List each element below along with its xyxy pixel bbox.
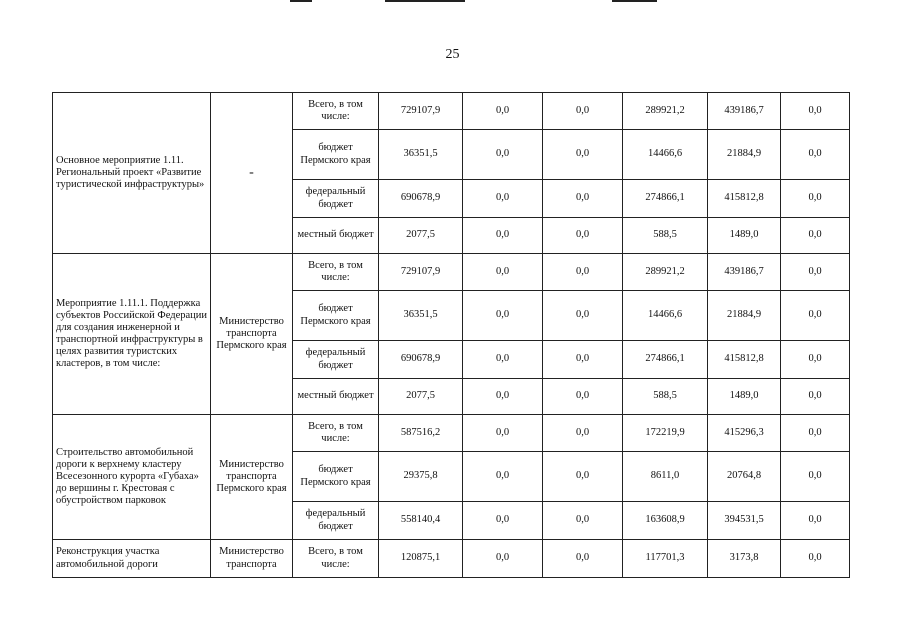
- amount-cell: 3173,8: [708, 540, 781, 578]
- funding-source-cell: Всего, в том числе:: [293, 93, 379, 130]
- table-row: [53, 540, 850, 578]
- amount-cell: 36351,5: [379, 130, 463, 180]
- event-name-cell: Реконструкция участка автомобильной дороги: [53, 540, 211, 578]
- amount-cell: 21884,9: [708, 291, 781, 341]
- funding-source-cell: Всего, в том числе:: [293, 415, 379, 452]
- amount-cell: 0,0: [463, 341, 543, 379]
- amount-cell: 729107,9: [379, 93, 463, 130]
- amount-cell: 2077,5: [379, 218, 463, 254]
- funding-source-cell: федеральный бюджет: [293, 341, 379, 379]
- amount-cell: 274866,1: [623, 341, 708, 379]
- amount-cell: 439186,7: [708, 254, 781, 291]
- amount-cell: 0,0: [543, 218, 623, 254]
- amount-cell: 1489,0: [708, 218, 781, 254]
- amount-cell: 0,0: [781, 341, 850, 379]
- amount-cell: 0,0: [463, 452, 543, 502]
- amount-cell: 588,5: [623, 218, 708, 254]
- scan-mark-1: [290, 0, 312, 2]
- amount-cell: 415812,8: [708, 341, 781, 379]
- funding-source-cell: федеральный бюджет: [293, 180, 379, 218]
- amount-cell: 0,0: [781, 218, 850, 254]
- amount-cell: 14466,6: [623, 291, 708, 341]
- amount-cell: 0,0: [543, 180, 623, 218]
- amount-cell: 0,0: [781, 93, 850, 130]
- amount-cell: 415812,8: [708, 180, 781, 218]
- scan-mark-3: [612, 0, 657, 2]
- scan-mark-2: [385, 0, 465, 2]
- amount-cell: 20764,8: [708, 452, 781, 502]
- amount-cell: 0,0: [781, 291, 850, 341]
- amount-cell: 0,0: [543, 341, 623, 379]
- amount-cell: 558140,4: [379, 502, 463, 540]
- amount-cell: 117701,3: [623, 540, 708, 578]
- table-row: [53, 254, 850, 291]
- amount-cell: 0,0: [463, 254, 543, 291]
- amount-cell: 120875,1: [379, 540, 463, 578]
- amount-cell: 0,0: [463, 291, 543, 341]
- event-name-cell: Строительство автомобильной дороги к верхнему кластеру Всесезонного курорта «Губаха» до вершины г. Крестовая с обустройством парковок: [53, 415, 211, 540]
- amount-cell: 0,0: [463, 180, 543, 218]
- responsible-org-cell: Министерство транспорта Пермского края: [211, 415, 293, 540]
- responsible-org-cell: Министерство транспорта Пермского края: [211, 254, 293, 415]
- amount-cell: 690678,9: [379, 180, 463, 218]
- amount-cell: 0,0: [543, 93, 623, 130]
- funding-source-cell: местный бюджет: [293, 218, 379, 254]
- amount-cell: 0,0: [463, 93, 543, 130]
- table-row: [53, 93, 850, 130]
- funding-source-cell: бюджет Пермского края: [293, 452, 379, 502]
- responsible-org-cell: -: [211, 93, 293, 254]
- amount-cell: 0,0: [543, 291, 623, 341]
- amount-cell: 0,0: [543, 130, 623, 180]
- amount-cell: 0,0: [543, 502, 623, 540]
- amount-cell: 36351,5: [379, 291, 463, 341]
- amount-cell: 8611,0: [623, 452, 708, 502]
- amount-cell: 14466,6: [623, 130, 708, 180]
- amount-cell: 0,0: [543, 379, 623, 415]
- funding-source-cell: местный бюджет: [293, 379, 379, 415]
- amount-cell: 587516,2: [379, 415, 463, 452]
- responsible-org-cell: Министерство транспорта: [211, 540, 293, 578]
- amount-cell: 0,0: [781, 415, 850, 452]
- amount-cell: 415296,3: [708, 415, 781, 452]
- amount-cell: 0,0: [463, 415, 543, 452]
- amount-cell: 588,5: [623, 379, 708, 415]
- funding-source-cell: федеральный бюджет: [293, 502, 379, 540]
- amount-cell: 394531,5: [708, 502, 781, 540]
- amount-cell: 0,0: [543, 452, 623, 502]
- amount-cell: 2077,5: [379, 379, 463, 415]
- amount-cell: 274866,1: [623, 180, 708, 218]
- amount-cell: 729107,9: [379, 254, 463, 291]
- amount-cell: 0,0: [781, 379, 850, 415]
- amount-cell: 0,0: [463, 218, 543, 254]
- table-row: [53, 415, 850, 452]
- amount-cell: 0,0: [543, 254, 623, 291]
- amount-cell: 0,0: [781, 452, 850, 502]
- amount-cell: 0,0: [781, 180, 850, 218]
- amount-cell: 0,0: [463, 502, 543, 540]
- amount-cell: 1489,0: [708, 379, 781, 415]
- funding-source-cell: Всего, в том числе:: [293, 540, 379, 578]
- amount-cell: 0,0: [543, 415, 623, 452]
- amount-cell: 21884,9: [708, 130, 781, 180]
- amount-cell: 0,0: [781, 540, 850, 578]
- amount-cell: 0,0: [463, 540, 543, 578]
- amount-cell: 0,0: [781, 502, 850, 540]
- budget-table: [52, 92, 850, 578]
- amount-cell: 289921,2: [623, 254, 708, 291]
- amount-cell: 289921,2: [623, 93, 708, 130]
- amount-cell: 0,0: [463, 130, 543, 180]
- amount-cell: 0,0: [781, 254, 850, 291]
- event-name-cell: Основное мероприятие 1.11. Региональный проект «Развитие туристической инфраструктуры»: [53, 93, 211, 254]
- funding-source-cell: Всего, в том числе:: [293, 254, 379, 291]
- amount-cell: 172219,9: [623, 415, 708, 452]
- amount-cell: 29375,8: [379, 452, 463, 502]
- funding-source-cell: бюджет Пермского края: [293, 130, 379, 180]
- amount-cell: 0,0: [543, 540, 623, 578]
- amount-cell: 0,0: [463, 379, 543, 415]
- funding-source-cell: бюджет Пермского края: [293, 291, 379, 341]
- amount-cell: 690678,9: [379, 341, 463, 379]
- amount-cell: 163608,9: [623, 502, 708, 540]
- page-number: 25: [445, 47, 460, 62]
- amount-cell: 439186,7: [708, 93, 781, 130]
- amount-cell: 0,0: [781, 130, 850, 180]
- event-name-cell: Мероприятие 1.11.1. Поддержка субъектов Российской Федерации для создания инженерной и транспортной инфраструктуры в целях развития туристских кластеров, в том числе:: [53, 254, 211, 415]
